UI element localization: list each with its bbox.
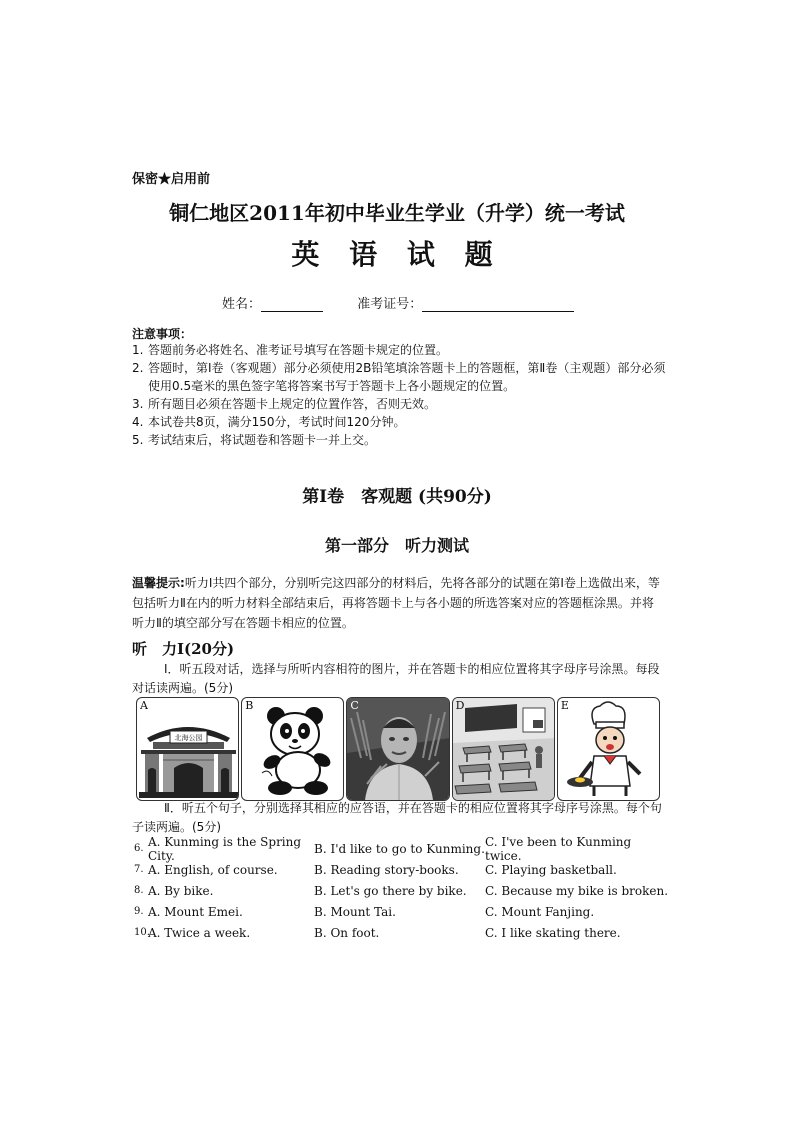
question-number: 9. [134,906,144,917]
question-row [134,834,674,863]
park-gate-icon [137,698,239,800]
picture-e [557,697,660,801]
picture-label: D [455,699,465,712]
notice-item: 1. 答题前务必将姓名、准考证号填写在答题卡规定的位置。 [132,343,449,357]
part-title: 第Ⅰ卷 客观题 (共90分) [302,487,492,507]
option-c: C. I've been to Kunming twice. [485,834,632,863]
option-a: A. Mount Emei. [148,904,243,919]
picture-c [346,697,449,801]
question-number: 8. [134,885,144,896]
listening-heading: 听 力Ⅰ(20分) [132,640,235,658]
picture-b [241,697,344,801]
farmer-photo-icon [347,698,449,800]
gate-plaque-text: 北海公园 [174,734,203,742]
picture-label: E [560,699,569,712]
option-b: B. Let's go there by bike. [314,883,467,898]
question-row [134,922,674,943]
notice-list [132,341,666,449]
question-row [134,859,674,880]
option-a: A. Twice a week. [148,925,251,940]
picture-label: C [350,699,359,712]
candidate-info-line [222,293,574,312]
option-c: C. Because my bike is broken. [485,883,669,898]
notice-item: 2. 答题时，第Ⅰ卷（客观题）部分必须使用2B铅笔填涂答题卡上的答题框，第Ⅱ卷（主观题）部分必须使用0.5毫米的黑色签字笔将答案书写于答题卡上各小题规定的位置。 [132,361,666,393]
exam-sub-title: 英 语 试 题 [291,238,503,271]
option-a: A. Kunming is the Spring City. [148,834,302,863]
option-b: B. On foot. [314,925,380,940]
tip-text: 听力Ⅰ共四个部分，分别听完这四部分的材料后，先将各部分的试题在第Ⅰ卷上选做出来，等包括听力Ⅱ在内的听力材料全部结束后，再将答题卡上与各小题的所选答案对应的答题框涂黑。并将听力Ⅱ的填空部分写在答题卡相应的位置。 [132,576,660,630]
question-2-intro: Ⅱ．听五个句子，分别选择其相应的应答语，并在答题卡的相应位置将其字母序号涂黑。每个句子读两遍。(5分) [132,801,662,834]
notice-heading: 注意事项： [132,327,193,341]
exam-id-blank [422,297,574,312]
option-c: C. I like skating there. [485,925,621,940]
picture-d [452,697,555,801]
tip-label: 温馨提示: [132,576,185,590]
notice-item: 3. 所有题目必须在答题卡上规定的位置作答，否则无效。 [132,397,437,411]
secret-label: 保密★启用前 [132,172,211,187]
option-c: C. Playing basketball. [485,862,617,877]
option-a: A. By bike. [148,883,214,898]
section-title: 第一部分 听力测试 [324,536,469,555]
question-1-intro: Ⅰ．听五段对话，选择与所听内容相符的图片，并在答题卡的相应位置将其字母序号涂黑。每段对话读两遍。(5分) [132,662,660,695]
picture-label: B [245,699,254,712]
notice-item: 5. 考试结束后，将试题卷和答题卡一并上交。 [132,433,377,447]
notice-item: 4. 本试卷共8页，满分150分，考试时间120分钟。 [132,415,406,429]
exam-main-title: 铜仁地区2011年初中毕业生学业（升学）统一考试 [169,201,625,225]
exam-id-label: 准考证号： [357,297,423,312]
option-b: B. I'd like to go to Kunming. [314,841,485,856]
question-list [134,834,674,943]
panda-icon [242,698,344,800]
picture-a [136,697,239,801]
question-number: 7. [134,864,144,875]
question-row [134,901,674,922]
question-number: 10. [134,927,150,938]
name-blank [261,297,323,312]
classroom-icon [453,698,555,800]
option-a: A. English, of course. [148,862,278,877]
option-b: B. Mount Tai. [314,904,396,919]
picture-options [136,697,660,801]
option-b: B. Reading story-books. [314,862,459,877]
chef-icon [558,698,660,800]
tip-paragraph [132,573,664,633]
question-row [134,880,674,901]
option-c: C. Mount Fanjing. [485,904,595,919]
picture-label: A [140,699,148,712]
name-label: 姓名： [222,297,262,312]
question-number: 6. [134,843,144,854]
